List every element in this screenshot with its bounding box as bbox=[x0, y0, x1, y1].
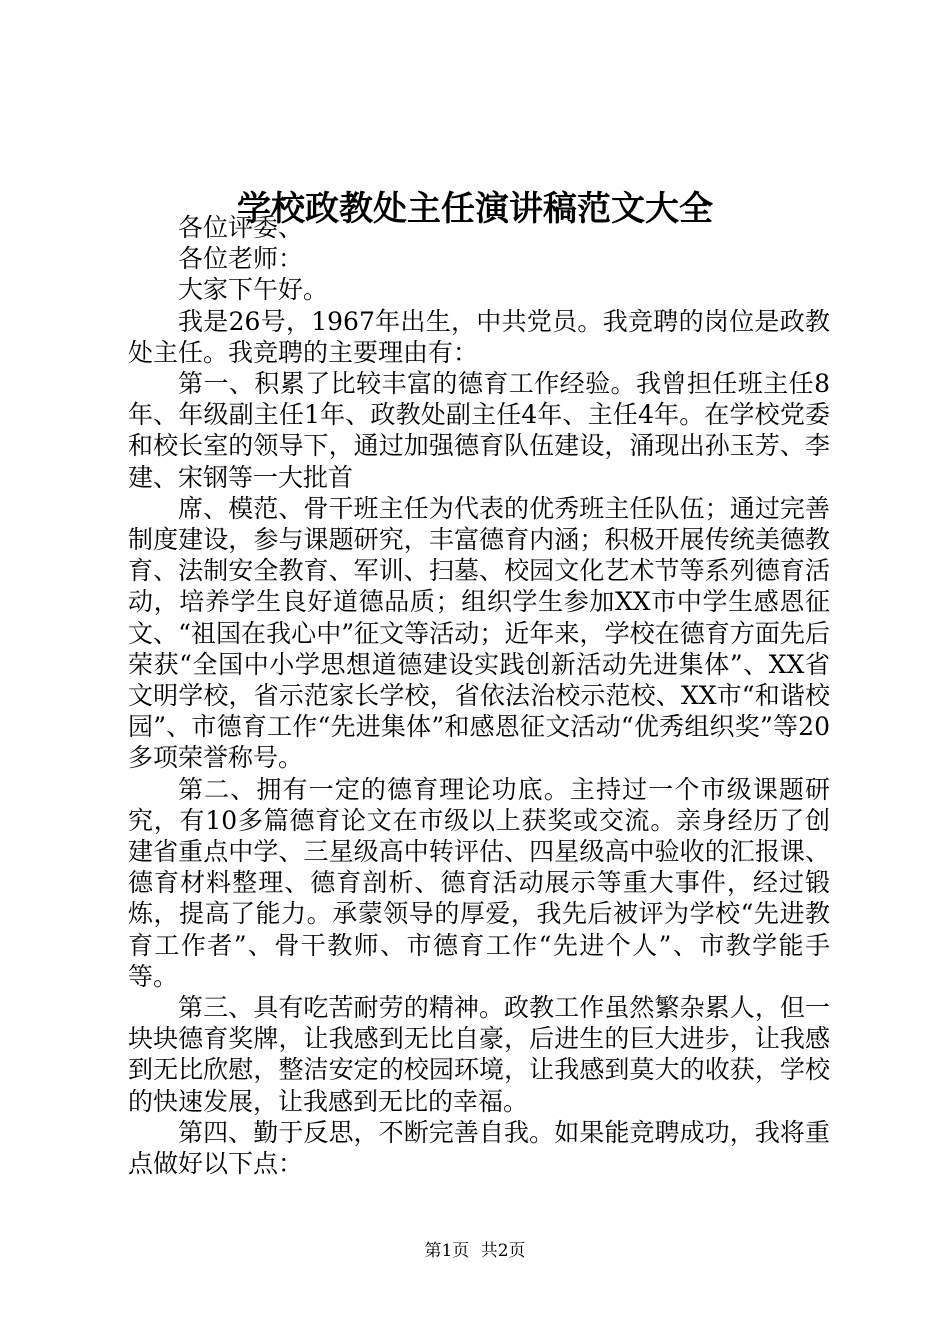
paragraph: 各位评委、 bbox=[178, 213, 304, 242]
paragraph: 各位老师： bbox=[178, 244, 304, 274]
paragraph: 第一、积累了比较丰富的德育工作经验。我曾担任班主任8年、年级副主任1年、政教处副主任4年、主任4年。在学校党委和校长室的领导下，通过加强德育队伍建设，涌现出孙玉芳、李建、宋钢等一大批首 bbox=[128, 369, 830, 492]
paragraph: 第三、具有吃苦耐劳的精神。政教工作虽然繁杂累人，但一块块德育奖牌，让我感到无比自豪，后进生的巨大进步，让我感到无比欣慰，整洁安定的校园环境，让我感到莫大的收获，学校的快速发展，让我感到无比的幸福。 bbox=[128, 993, 830, 1116]
document-title: 学校政教处主任演讲稿范文大全 bbox=[237, 189, 713, 229]
document-body bbox=[128, 212, 830, 1179]
paragraph: 席、模范、骨干班主任为代表的优秀班主任队伍；通过完善制度建设，参与课题研究，丰富德育内涵；积极开展传统美德教育、法制安全教育、军训、扫墓、校园文化艺术节等系列德育活动，培养学生良好道德品质；组织学生参加XX市中学生感恩征文、“祖国在我心中”征文等活动；近年来，学校在德育方面先后荣获“全国中小学思想道德建设实践创新活动先进集体”、XX省文明学校，省示范家长学校，省依法治校示范校、XX市“和谐校园”、市德育工作“先进集体”和感恩征文活动“优秀组织奖”等20多项荣誉称号。 bbox=[128, 493, 830, 773]
page-number: 第1页 bbox=[424, 1241, 470, 1261]
paragraph: 第二、拥有一定的德育理论功底。主持过一个市级课题研究，有10多篇德育论文在市级以上获奖或交流。亲身经历了创建省重点中学、三星级高中转评估、四星级高中验收的汇报课、德育材料整理、德育剖析、德育活动展示等重大事件，经过锻炼，提高了能力。承蒙领导的厚爱，我先后被评为学校“先进教育工作者”、骨干教师、市德育工作“先进个人”、市教学能手等。 bbox=[128, 774, 830, 991]
paragraph: 第四、勤于反思，不断完善自我。如果能竞聘成功，我将重点做好以下点： bbox=[128, 1117, 830, 1179]
page-total: 共2页 bbox=[480, 1241, 526, 1261]
paragraph: 我是26号，1967年出生，中共党员。我竞聘的岗位是政教处主任。我竞聘的主要理由有： bbox=[128, 306, 830, 367]
paragraph: 大家下午好。 bbox=[178, 275, 329, 305]
page-footer bbox=[0, 1240, 950, 1262]
